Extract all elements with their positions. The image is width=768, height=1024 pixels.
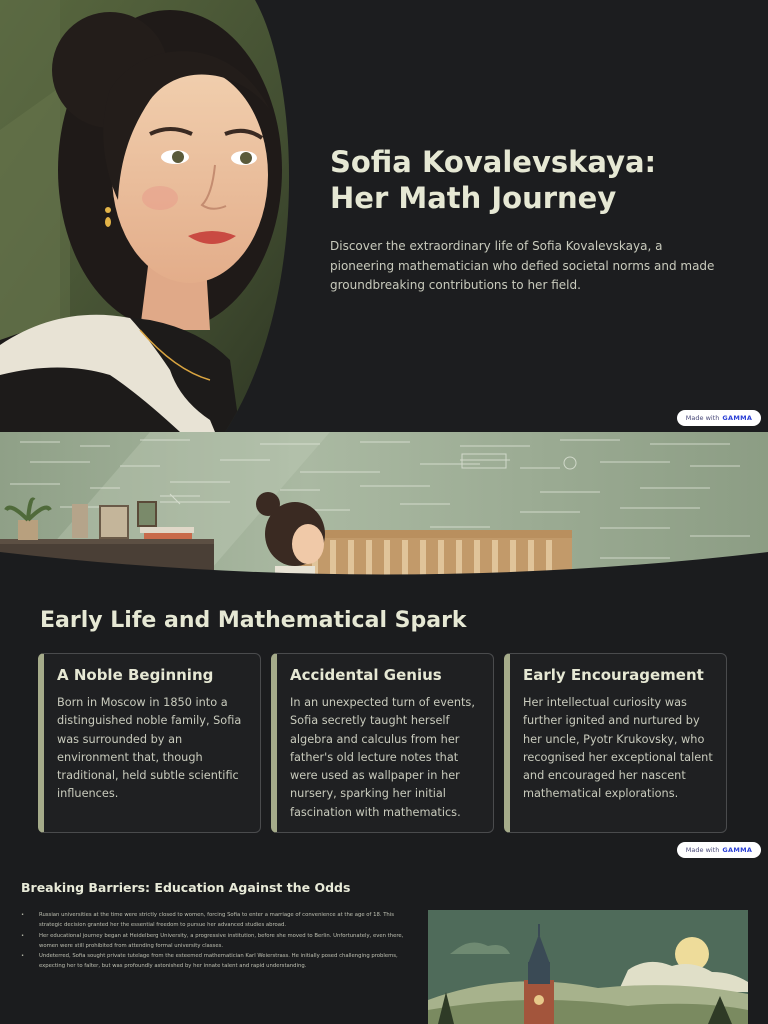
hero-title-line1: Sofia Kovalevskaya:: [330, 145, 657, 179]
barriers-heading: Breaking Barriers: Education Against the Odds: [21, 880, 351, 895]
hero-description: Discover the extraordinary life of Sofia Kovalevskaya, a pioneering mathematician who defied societal norms and made groundbreaking contributions to her field.: [330, 239, 715, 292]
early-life-heading: Early Life and Mathematical Spark: [40, 608, 467, 633]
barriers-bullet-list: [21, 910, 416, 972]
portrait-illustration: [0, 0, 300, 432]
list-item: • Her educational journey began at Heidelberg University, a progressive institution, before she moved to Berlin. Unfortunately, even there, women were still prohibited from attending formal university classes.: [21, 931, 416, 952]
card-body: In an unexpected turn of events, Sofia secretly taught herself algebra and calculus from her father's old lecture notes that were used as wallpaper in her nursery, sparking her initial fascination with mathematics.: [290, 696, 475, 819]
card-title: Early Encouragement: [523, 666, 704, 684]
made-with-gamma-badge[interactable]: [677, 842, 761, 858]
badge-brand: GAMMA: [722, 414, 753, 422]
badge-brand: GAMMA: [722, 846, 753, 854]
card-body: Born in Moscow in 1850 into a distinguished noble family, Sofia was surrounded by an environment that, though traditional, held subtle scientific influences.: [57, 696, 242, 801]
nursery-chalkboard-illustration: [0, 432, 768, 582]
list-item: • Undeterred, Sofia sought private tutelage from the esteemed mathematician Karl Weierstrass. He initially posed challenging problems, expecting her to falter, but was profoundly astonished by her innate talent and rapid understanding.: [21, 951, 416, 972]
hero-title-line2: Her Math Journey: [330, 181, 617, 215]
hero-slide: [0, 0, 768, 432]
card-title: A Noble Beginning: [57, 666, 214, 684]
early-life-slide: [0, 432, 768, 864]
made-with-gamma-badge[interactable]: [677, 410, 761, 426]
breaking-barriers-slide: [0, 864, 768, 1024]
card-title: Accidental Genius: [290, 666, 442, 684]
card-accidental-genius: [271, 653, 494, 833]
card-body: Her intellectual curiosity was further ignited and nurtured by her uncle, Pyotr Krukovsky, who recognised her exceptional talent and encouraged her nascent mathematical explorations.: [523, 696, 713, 801]
hero-title: [330, 144, 730, 216]
badge-prefix: Made with: [685, 846, 720, 854]
list-item: • Russian universities at the time were strictly closed to women, forcing Sofia to enter a marriage of convenience at the age of 18. This strategic decision granted her the essential freedom to pursue her advanced studies abroad.: [21, 910, 416, 931]
card-noble-beginning: [38, 653, 261, 833]
badge-prefix: Made with: [685, 414, 720, 422]
city-moon-illustration: [428, 910, 748, 1024]
card-early-encouragement: [504, 653, 727, 833]
